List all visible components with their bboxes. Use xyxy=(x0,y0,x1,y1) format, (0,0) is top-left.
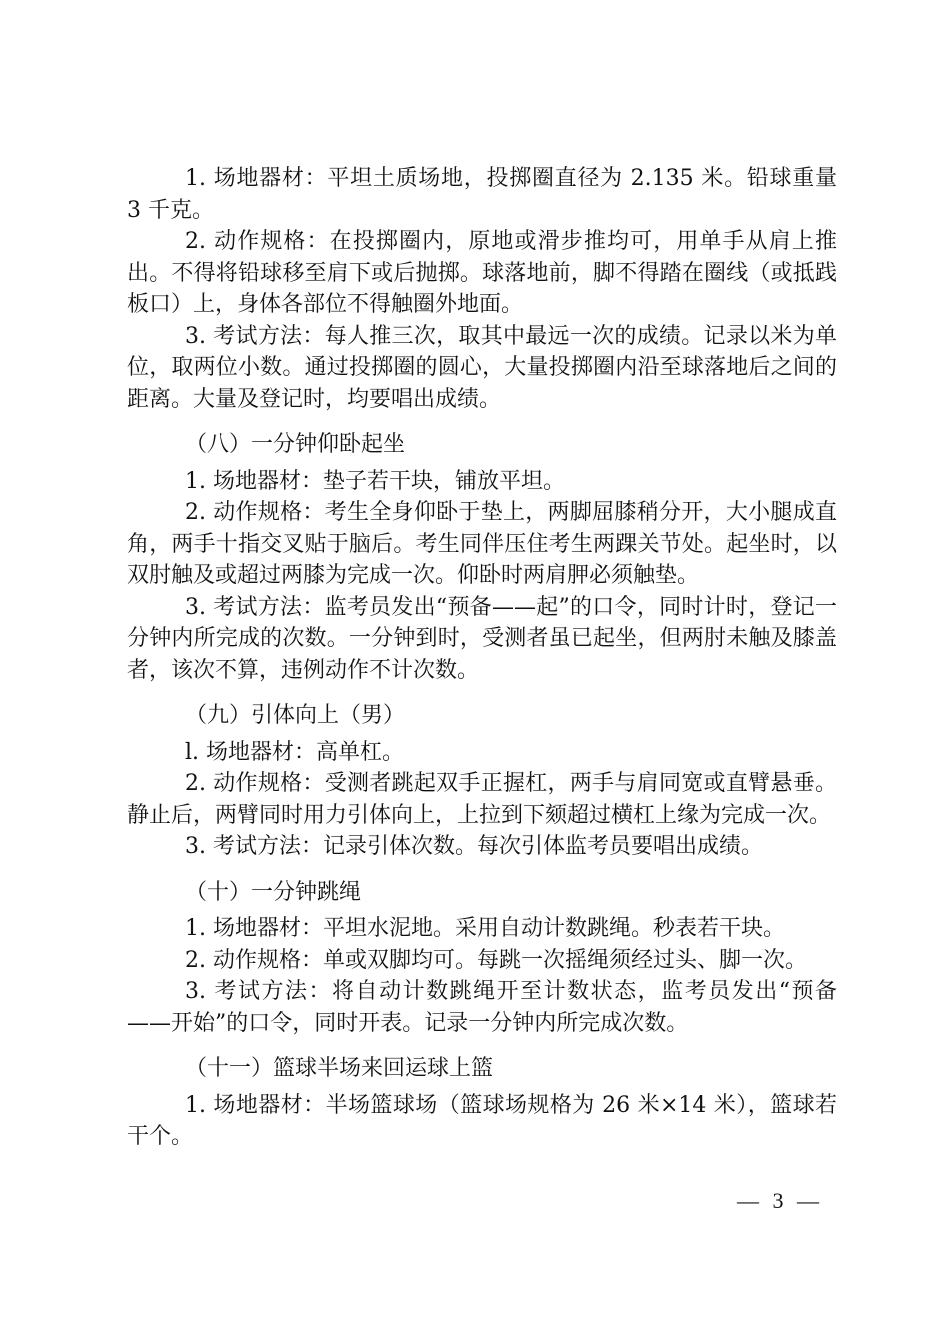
paragraph: 3. 考试方法：监考员发出“预备——起”的口令，同时计时，登记一分钟内所完成的次数。一分钟到时，受测者虽已起坐，但两肘未触及膝盖者，该次不算，违例动作不计次数。 xyxy=(127,594,837,683)
paragraph: 1. 场地器材：平坦土质场地，投掷圈直径为 2.135 米。铅球重量 3 千克。 xyxy=(127,166,837,223)
section-heading: （十一）篮球半场来回运球上篮 xyxy=(185,1056,494,1081)
page-body xyxy=(127,163,837,1153)
section-heading: （九）引体向上（男） xyxy=(185,703,406,728)
section-heading: （十）一分钟跳绳 xyxy=(185,879,362,905)
paragraph: 1. 场地器材：半场篮球场（篮球场规格为 26 米×14 米），篮球若干个。 xyxy=(127,1092,837,1149)
paragraph: 1. 场地器材：垫子若干块，铺放平坦。 xyxy=(185,468,565,494)
paragraph: 1. 场地器材：平坦水泥地。采用自动计数跳绳。秒表若干块。 xyxy=(185,916,785,941)
page-number: — 3 — xyxy=(737,1188,823,1213)
paragraph: 2. 动作规格：单或双脚均可。每跳一次摇绳须经过头、脚一次。 xyxy=(185,947,807,973)
section-heading: （八）一分钟仰卧起坐 xyxy=(185,432,406,457)
paragraph: 2. 动作规格：在投掷圈内，原地或滑步推均可，用单手从肩上推出。不得将铅球移至肩下或后抛掷。球落地前，脚不得踏在圈线（或抵践板口）上，身体各部位不得触圈外地面。 xyxy=(127,229,837,317)
paragraph: 2. 动作规格：考生全身仰卧于垫上，两脚屈膝稍分开，大小腿成直角，两手十指交叉贴于脑后。考生同伴压住考生两踝关节处。起坐时，以双肘触及或超过两膝为完成一次。仰卧时两肩胛必须触垫。 xyxy=(127,500,837,588)
paragraph: 2. 动作规格：受测者跳起双手正握杠，两手与肩同宽或直臂悬垂。静止后，两臂同时用力引体向上，上拉到下颏超过横杠上缘为完成一次。 xyxy=(127,771,837,828)
paragraph: l. 场地器材：高单杠。 xyxy=(185,739,405,765)
paragraph: 3. 考试方法：每人推三次，取其中最远一次的成绩。记录以米为单位，取两位小数。通过投掷圈的圆心，大量投掷圈内沿至球落地后之间的距离。大量及登记时，均要唱出成绩。 xyxy=(127,323,837,412)
paragraph: 3. 考试方法：记录引体次数。每次引体监考员要唱出成绩。 xyxy=(185,834,763,859)
paragraph: 3. 考试方法：将自动计数跳绳开至计数状态，监考员发出“预备——开始”的口令，同时开表。记录一分钟内所完成次数。 xyxy=(127,979,837,1036)
